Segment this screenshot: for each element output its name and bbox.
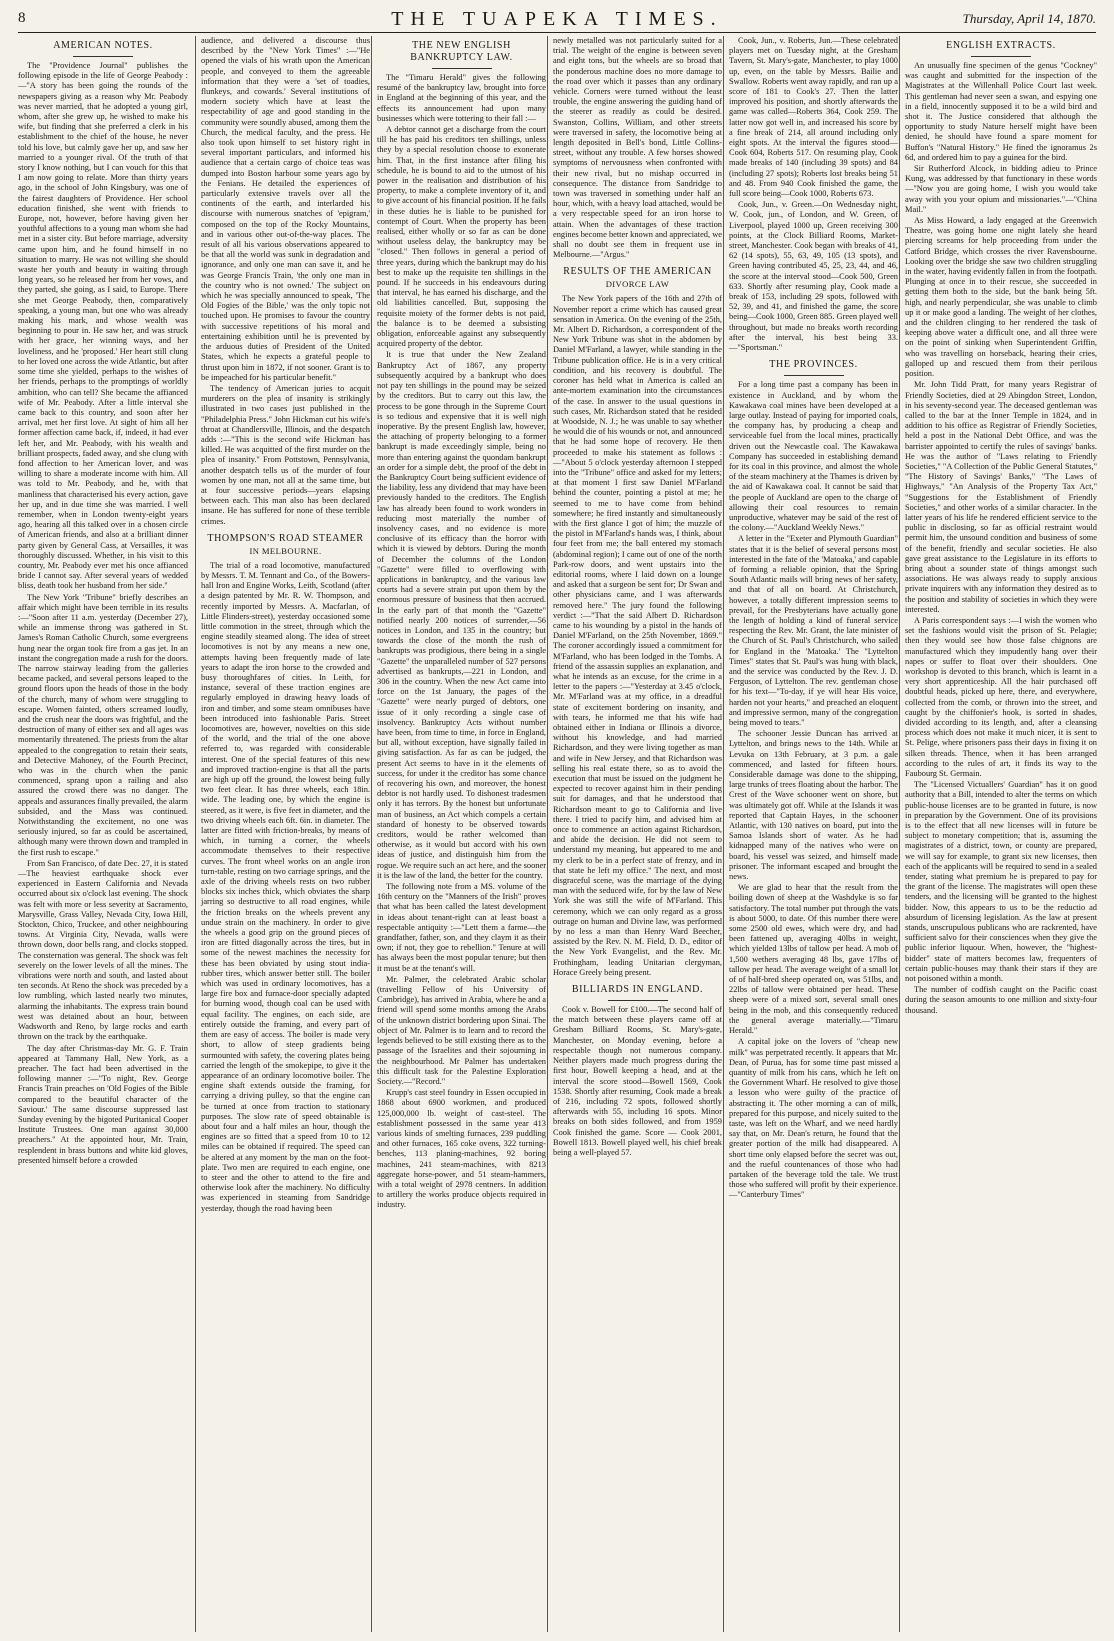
paragraph: The New York papers of the 16th and 27th of November report a crime which has caused great sensation in America. On the evening of the 25th, Mr. Albert D. Richardson, a correspondent of the New York Tribune was shot in the abdomen by Daniel M'Farland, a lawyer, while standing in the Tribune publication office. He is in a very critical condition, and his recovery is doubtful. The coroner has held what in America is called an ante-mortem examination into the circumstances of the case. In answer to the usual questions in such cases, Mr. Richardson stated that he resided at Woodside, N. J.; he was unable to say whether he would die of his wounds or not, and announced that he had some hope of recovery. He then proceeded to make his statement as follows :—"About 5 o'clock yesterday afternoon I stepped into the "Tribune" office and asked for my letters; at that moment I first saw Daniel M'Farland behind the counter, pointing a pistol at me; he seemed to me to have come from behind somewhere; he fired instantly and simultaneously with the first glance I got of him; the muzzle of the pistol in M'Farland's hands was, I think, about four feet from me; the ball entered my stomach (abdominal region); I came out of one of the north Park-row doors, and went upstairs into the editorial rooms, where I laid down on a lounge and asked that a surgeon be sent for; Dr Swan and other physicians came, and I was afterwards removed here." The jury found the following verdict :—"That the said Albert D. Richardson came to his wounding by a pistol in the hands of Daniel M'Farland, on the 25th November, 1869." The coroner accordingly issued a commitment for M'Farland, who has been lodged in the Tombs. A friend of the assassin supplies an explanation, and what he intends as an excuse, for the crime in a letter to the papers :—"Yesterday at 3.45 o'clock, Mr. M'Farland was at my office, in a dreadful state of excitement bordering on insanity, and with tears, he informed me that his wife had obtained either in Indiana or Illinois a divorce, without his knowledge, and had married Richardson, and they were living together as man and wife in New Jersey, and that Richardson was selling his real estate there, so as to avoid the execution that must be issued on the judgment he expected to recover against him in their pending suit for damages, and that he understood that Richardson meant to go to California and live there. I tried to pacify him, and advised him at once to commence an action against Richardson, and abide the decision. He did not seem to understand my meaning, but appeared to me and my clerk to be in a perfect state of frenzy, and in that state he left my office." The next, and most disgraceful scene, was the marriage of the dying man with the seduced wife, for by the law of New York she was still the wife of M'Farland. This ceremony, which we can only regard as a gross outrage on human and Divine law, was performed by no less a man than Henry Ward Beecher, assisted by the Rev. N. M. Field, D. D., editor of the New York Evangelist, and the Rev. Mr. Frothingham, leading Unitarian clergyman, Horace Greely being present. [553, 294, 722, 977]
paragraph: The New York "Tribune" briefly describes an affair which might have been terrible in its results :—"Soon after 11 a.m. yesterday (December 27), while an immense throng was gathered in St. James's Roman Catholic Church, some evergreens hung near the organ took fire from a gas jet. In an instant the congregation made a rush for the doors. The narrow stairway leading from the galleries became packed, and several persons leaped to the ground floors upon the heads of those in the body of the church, many of whom were struggling to escape. Women fainted, others screamed loudly, and the crush near the doors was frightful, and the destruction of many of either sex and all ages was momentarily threatened. The priests from the altar appealed to the congregation to retain their seats, and Detective Mahoney, of the Fourth Precinct, who was in the church when the panic commenced, sprang upon a railing and also assured the crowd there was no danger. The appeals and assurances finally prevailed, the alarm subsided, and the Mass was continued. Notwithstanding the excitement, no one was seriously injured, so far as could be ascertained, although many were thrown down and trampled in the first rush to escape." [18, 592, 188, 857]
paragraph: A Paris correspondent says :—I wish the women who set the fashions would visit the prison of St. Pelagie; then they would see how those false chignons are manufactured which they impudently hang over their napes or suffer to float over their shoulders. One workshop is devoted to this branch, which is learnt in a very short apprenticeship. All the hair purchased off doubtful heads, picked up here, there, and everywhere, collected from the comb, or thrown into the street, and caught by the chiffonier's hook, is sorted in shades, divided according to its length, and, after a cleansing process which does not make it much nicer, it is sent to St. Pelige, where prisoners pass their days in fixing it on silken threads. Thence, when it has been arranged according to the rules of art, it finds its way to the Faubourg St. Germain. [905, 615, 1097, 779]
title-rule [784, 375, 844, 376]
paragraph: Cook, Jun., v. Green.—On Wednesday night, W. Cook, jun., of London, and W. Green, of Liverpool, played 1000 up, Green receiving 300 points, at the Clock Billiard Rooms, Market-street, Manchester. Cook began with breaks of 41, 62 (14 spots), 55, 63, 49, 105 (13 spots), and Green having contributed 45, 25, 23, 44, and 46, the score at the interval stood—Cook 500, Green 633. Shortly after resuming play, Cook made a break of 153, including 29 spots, followed with 52, 39, and 41, and finished the game, the score being—Cook 1000, Green 885. Green played well throughout, but made no breaks worth recording after the interval, his best being 33.—"Sportsman." [729, 200, 898, 353]
column-1 [18, 36, 188, 1632]
paragraph: The "Licensed Victuallers' Guardian" has it on good authority that a Bill, intended to alter the terms on which public-house licenses are to be granted in future, is now in preparation by the Government. One of its provisions is to the effect that all new licenses will in future be subject to monetary competition; that is, assuming the magistrates of a district, town, or county are prepared, we will say for example, to grant six new licenses, then each of the applicants will be required to send in a sealed tender, stating what premium he is prepared to pay for the grant of the license. The magistrates will open these tenders, and the licensing will be granted to the highest bidder. Now, this appears to us to be the reductio ad absurdum of licensing legislation. As the law at present stands, unscrupulous publicans who are rackrented, have sufficient salvo for their consciences when they give the public inferior liquour. When, however, the "highest-bidder" state of matters becomes law, frequenters of certain public-houses may thank their stars if they are not poisoned within a month. [905, 780, 1097, 984]
title-rule [432, 68, 492, 69]
article-title: THE PROVINCES. [769, 359, 858, 371]
paragraph: The trial of a road locomotive, manufactured by Messrs. T. M. Tennant and Co., of the Bowers-hall Iron and Engine Works, Leith, Scotland (after a design patented by Mr. R. W. Thompson, and recently imported by Messrs. A. Macfarlan, of Little Flinders-street), yesterday occasioned some little commotion in the street, through which the engine steadily steamed along. The idea of street locomotives is not by any means a new one, attempts having been frequently made of late years to adapt the iron horse to the crowded and busy thoroughfares of cities. In Leith, for instance, several of these traction engines are regularly employed in drawing heavy loads of iron and timber, and some steam omnibuses have been introduced into fashionable Paris. Street locomotives are, however, novelties on this side of the world, and the trial of the one above referred to, was regarded with considerable interest. One of the special features of this new and improved traction-engine is that all the parts are high up off the ground, the lowest being fully two feet clear. It has three wheels, each 18in. wide. The leading one, by which the engine is steered, as it were, is five feet in diameter, and the two driving wheels each 6ft. 6in. in diameter. The latter are fitted with friction-breaks, by means of which, in turning a corner, the wheels accommodate themselves to their respective curves. The front wheel works on an angle iron turn-table, resting on two carriage springs, and the axle of the driving wheels rests on two rubber blocks six inches thick, which obviates the sharp jarring so destructive to all road engines, while the friction breaks on the wheels prevent any undue strain on the machinery. In order to give the wheels a good grip on the ground pieces of iron are fitted diagonally across the tires, but in some of the newest machines the necessity for these has been obviated by using stout india-rubber tires, which answer better still. The boiler which was used in ordinary locomotives, has a large fire box and furnace-door specially adapted for burning wood, though coal can be used with equal facility. The engines, on each side, are entirely outside the framing, and every part of them are easy of access. The boiler is made very short, to allow of steep gradients being surmounted with safety, the covering plates being carried the length of the smokepipe, to give it the appearance of an ordinary locomotive boiler. The engine shaft extends outside the framing, for carrying a driving pulley, so that the engine can be turned at once from traction to stationary purposes. The slow rate of speed obtainable is about four and a half miles an hour, though the engines are so fitted that a speed from 10 to 12 miles can be obtained if required. The speed can be altered at any moment by the man on the foot-plate. Two men are required to each engine, one to steer and the other to attend to the fire and otherwise look after the machinery. No difficulty was experienced in steaming from Sandridge yesterday, though the road having been [201, 560, 370, 1213]
page-number: 8 [18, 10, 26, 26]
paragraph: A capital joke on the lovers of "cheap new milk" was perpetrated recently. It appears that Mr. Dean, of Purua, has for some time past missed a quantity of milk from his cans, which he left on the Government Wharf. He resolved to give those a lesson who were guilty of the practice of abstracting it. The other morning a can of milk, prepared for this purpose, and nicely suited to the taste, was left on the Wharf, and we need hardly say that, on Mr. Dean's return, he found that the greater portion of the milk had disappeared. A short time only elapsed before the secret was out, and the rueful countenances of those who had partaken of the beverage told the tale. We trust those who suffered will profit by their experience.—"Canterbury Times" [729, 1037, 898, 1200]
paragraph: Krupp's cast steel foundry in Essen occupied in 1868 about 6900 workmen, and produced 125,000,000 lb. weight of cast-steel. The establishment possessed in the same year 413 various kinds of smelting furnaces, 239 puddling and other furnaces, 165 coke ovens, 322 turning-benches, 113 planing-machines, 92 boring machines, 241 steam-machines, with 8213 aggregate horse-power, and 51 steam-hammers, with a total weight of 2978 centners. In addition to artillery the works produce objects required in industry. [377, 1088, 546, 1210]
column-2 [195, 36, 370, 1632]
issue-date: Thursday, April 14, 1870. [962, 11, 1096, 26]
article-title: RESULTS OF THE AMERICAN [563, 266, 712, 278]
paragraph: The day after Christmas-day Mr. G. F. Train appeared at Tammany Hall, New York, as a preacher. The fact had been advertised in the following manner :—"To night, Rev. George Francis Train preaches on 'Old Fogies of the Bible compared to the beautiful character of the Saviour.' The same discourse suppressed last Sunday evening by the bigoted Puritanical Cooper Institute Trustees. One man against 30,000 preachers." At the appointed hour, Mr. Train, resplendent in brass buttons and white kid gloves, presented himself before a crowded [18, 1043, 188, 1165]
article-title: BILLIARDS IN ENGLAND. [571, 984, 704, 996]
paragraph: A debtor cannot get a discharge from the court till he has paid his creditors ten shillings, unless they by a special resolution choose to exonerate him. That, in the first instance after filing his schedule, he is bound to aid to the utmost of his power in the realisation and distribution of his property, to make a complete inventory of it, and to give account of his financial position. If he fails in these duties he is liable to be punished for contempt of Court. When the property has been realised, either wholly or so far as can be done without useless delay, the bankruptcy may be "closed." Then follows in general a period of three years, during which the bankrupt may do his best to make up the requisite ten shillings in the pound. If he succeeds in his endeavours during that interval, he has earned his discharge, and the old liabilities cancelled. But, supposing the requisite moiety of the former debts is not paid, the balance is to be deemed a subsisting obligation, enforceable against any subsequently acquired property of the debtor. [377, 125, 546, 349]
paragraph: Cook v. Bowell for £100.—The second half of the match between these players came off at Gresham Billiard Rooms, St. Mary's-gate, Manchester, on Monday evening, before a respectable though not numerous company. Neither players made much progress during the first hour, Bowell keeping a head, and at the interval the score stood—Bowell 1569, Cook 1538. Shortly after resuming, Cook made a break of 216, including 72 spots, followed shortly afterwards with 55, including 16 spots. Minor breaks on both sides followed, and from 1959 Cook finished the game. Score — Cook 2001, Bowell 1813. Bowell played well, his chief break being a well-played 57. [553, 1005, 722, 1157]
paragraph: As Miss Howard, a lady engaged at the Greenwich Theatre, was going home one night lately she heard piercing screams for help proceeding from under the Catford Bridge, which crosses the river Ravensbourne. Looking over the bridge she saw two children struggling in the water, having evidently fallen in from the footpath. Plunging at once in to their rescue, she succeeded in getting them both to the side, but the bank being 5ft. high, and nearly perpendicular, she was unable to climb up it or make good a landing. The weight of her clothes, and the children clinging to her rendered the task of keeping above water a difficult one, and all three were on the point of sinking when Superintendent Griffin, who was travelling on horseback, hearing their cries, galloped up and rescued them from their perilous position. [905, 216, 1097, 379]
article-subtitle: DIVORCE LAW [605, 279, 670, 290]
article-title: THOMPSON'S ROAD STEAMER [207, 532, 364, 544]
article-title: THE NEW ENGLISH BANKRUPTCY LAW. [410, 40, 513, 63]
newspaper-title: THE TUAPEKA TIMES. [391, 8, 723, 30]
column-3 [371, 36, 546, 1632]
title-rule [608, 1000, 668, 1001]
column-5 [723, 36, 898, 1632]
paragraph: It is true that under the New Zealand Bankruptcy Act of 1867, any property subsequently acquired by a bankrupt who does not pay ten shillings in the pound may be seized by the creditors. But to carry out this law, the process to be gone through in the Supreme Court is so tedious and expensive that it is well nigh inoperative. By the present English law, however, the attaching of property belonging to a former bankrupt is made exceedingly simple, being no more than entering against the quondam bankrupt an order for a simple debt, the proof of the debt in the Bankruptcy Court being sufficient evidence of the liability, less any dividend that may have been previously handed to the creditors. The English law has already been found to work wonders in reducing most materially the number of insolvency cases, and no evidence is more conclusive of its efficacy than the horror with which it is viewed by debtors. During the month of December the columns of the London "Gazette" were filled to overflowing with applications in bankruptcy, and the various law courts had a severe strain put upon them by the enormous pressure of business that then accrued. In the early part of that month the "Gazette" notified nearly 200 notices of surrender,—56 notices in London, and 135 in the country; but towards the close of the month the rush of bankrupts was prodigious, there being in a single "Gazette" the unparalleled number of 527 persons advertised as bankrupts,—221 in London, and 306 in the country. When the new Act came into force on the 1st January, the pages of the "Gazette" were nearly purged of debtors, one issue of it only recording a single case of insolvency. Bankruptcy Acts without number have been, from time to time, in force in England, but all, without exception, have signally failed in giving satisfaction. As far as can be judged, the present Act seems to have in it the elements of success, for under it the creditor has some chance of recovering his own, and moreover, the honest debtor is not hardly used. To dishonest tradesmen only it has terrors. By the honest but unfortunate man of business, an Act which compels a certain standard of honesty to be observed towards creditors, would be rather welcomed than otherwise, as it would but accord with his own ideas of justice, and distinguish him from the rogue. We require such an act here, and the sooner it is the law of the land, the better for the country. [377, 350, 546, 880]
paragraph: Cook, Jun., v. Roberts, Jun.—These celebrated players met on Tuesday night, at the Gresham Tavern, St. Mary's-gate, Manchester, to play 1000 up, even, on the table by Messrs. Bailie and Swallow. Roberts went away rapidly, and ran up a score of 181 to Cook's 27. Then the latter improved his position, and shortly afterwards the game was called—Roberts 364, Cook 259. The latter now got well in, and increased his score by a fine break of 214, all around including only eight spots. At the interval the figures stood—Cook 604, Roberts 517. On resuming play, Cook made breaks of 140 (including 39 spots) and 84 (including 27 spots); Roberts lost breaks being 51 and 48. From 940 Cook finished the game, the full score being—Cook 1000, Roberts 673. [729, 36, 898, 199]
column-6 [899, 36, 1097, 1632]
paragraph: The "Providence Journal" publishes the following episode in the life of George Peabody :—"A story has been going the rounds of the newspapers giving as a reason why Mr. Peabody was never married, that he adopted a young girl, whom, after she grew up, he wished to make his wife, but finding that she preferred a clerk in his establishment to the chief of the house, he never told his love, but calmly gave her up, and saw her married to a younger rival. Of the truth of that story I know nothing, but I can vouch for this that I am now going to relate. More than thirty years ago, in the school of John Kingsbury, was one of the fairest daughters of Providence. Her school education finished, she went with friends to Europe, not, however, before having given her youthful affections to a young man whom she had met in a sister city. But before marriage, adversity came upon him, and he found himself in no situation to marry. He was not willing she should waste her youth and beauty in waiting through long years, so he released her from her vows, and they parted, she going, as I said, to Europe. There she met George Peabody, then, comparatively speaking, a young man, but one who was already making his mark, and whose wealth was beginning to pour in. He saw her, and was struck with her grace, her winning ways, and her loveliness, and he 'proposed.' Her heart still clung to her loved one across the wide Atlantic, but after some time she yielded, perhaps to the wishes of her friends, perhaps to the promptings of worldly ambition, who can tell? She became the affianced wife of Mr. Peabody. After a little interval she came back to this country, and soon after her arrival, met her first love. At sight of him all her former affection came back, if, indeed, it had ever left her, and Mr. Peabody, with his wealth and brilliant prospects, faded away, and she clung with fond affection to her American lover, and was willing to share a moderate income with him. All was told to Mr. Peabody, and he, with that manliness that characterised his every action, gave her up, and in due time she was married. I well remember, when in London twenty-eight years ago, hearing all this talked over in a chosen circle of American friends, and also at a brilliant dinner party given by General Cass, at Versailles, it was thoroughly discussed. Whether, in his visit to this country, Mr. Peabody ever met his once affianced bride I cannot say. After several years of wedded bliss, death took her husband from her side." [18, 61, 188, 591]
paragraph: The number of codfish caught on the Pacific coast during the season amounts to one million and sixty-four thousand. [905, 985, 1097, 1015]
paragraph: audience, and delivered a discourse thus described by the "New York Times" :—"He opened the vials of his wrath upon the American people, and conveyed to them the agreeable information that they were a 'set of toadies, flunkeys, and cowards.' Several institutions of modern society which have at least the respectability of age and good standing in the community were soundly abused, among them the Church, the medical faculty, and the press. He also took upon himself to set history right in several important particulars, and informed his audience that a certain cargo of choice teas was dumped into Boston harbour some years ago by the Fenians. He detailed the experiences of particularly extensive travels over all the continents of the earth, and interlarded his discourse with numerous snatches of 'epigram,' composed on the top of the Rocky Mountains, and in various other out-of-the-way places. The result of all his various observations appeared to be that all the world was sunk in degradation and ignorance, and only one man can save it, and he was George Francis Train, 'the only one man in the country who is not owned.' The subject on which he was specially announced to speak, 'The Old Fogies of the Bible,' was the only topic not touched upon. He promises to favour the country with successive repetitions of his moral and entertaining exhibition until he is prevented by the arduous duties of President of the United States, which he expects a grateful people to thrust upon him in 1872, if not sooner. Grant is to be impeached for his particular benefit." [201, 36, 370, 382]
paragraph: The "Timaru Herald" gives the following resumé of the bankruptcy law, brought into force in England at the beginning of this year, and the effects its announcement had upon many businesses which were tottering to their fall :— [377, 73, 546, 123]
article-title: ENGLISH EXTRACTS. [946, 40, 1056, 51]
paragraph: For a long time past a company has been in existence in Auckland, and by whom the Kawakawa coal mines have been developed at a large outlay. Instead of paying for imported coals, the company has, by producing a cheap and serviceable fuel from the local mines, practically driven out the Newcastle coal. The Kawakawa Company has succeeded in establishing demand for its coal in this province, and almost the whole of the steam machinery at the Thames is driven by the aid of Kawakawa coal. It cannot be said that the people of Auckland are open to the charge of allowing their coal resources to remain unproductive, whatever may be said of the rest of the colony.—"Auckland Weekly News." [729, 380, 898, 533]
paragraph: Mr. Palmer, the celebrated Arabic scholar (travelling Fellow of his University of Cambridge), has arrived in Arabia, where he and a friend will spend some months among the Arabs of the unknown district bordering upon Sinai. The object of Mr. Palmer is to learn and to record the legends believed to be still existing there as to the passage of the Israelites and their sojourning in the neighbourhood. Mr Palmer has undertaken this difficult task for the Palestine Exploration Society.—"Record." [377, 974, 546, 1086]
paragraph: Mr. John Tidd Pratt, for many years Registrar of Friendly Societies, died at 29 Abingdon Street, London, in his seventy-second year. The deceased gentleman was called to the bar at the Inner Temple in 1824, and in addition to his office as Registrar of Friendly Societies, held a post in the National Debt Office, and was the barrister appointed to certify the rules of savings' banks. He was the author of "Laws relating to Friendly Societies," "A Collection of the Public General Statutes," "The History of Savings' Banks," "The Laws of Highways," "An Analysis of the Property Tax Act," "Suggestions for the Establishment of Friendly Societies," and other works of a similar character. In the latter years of his life he rendered efficient service to the public in disclosing, so far as official restraint would permit him, the unsound condition and business of some of the benefit, friendly and secular societies. He also gave great assistance to the Legislature in its efforts to bring about a sounder state of things amongst such associations. He was always ready to supply anxious private inquirers with any information they desired as to the position and stability of societies in which they were interested. [905, 380, 1097, 614]
masthead [18, 8, 1096, 33]
paragraph: We are glad to hear that the result from the boiling down of sheep at the Washdyke is so far satisfactory. The total number put through the vats is about 5000, to date. Of this number there were some 2500 old ewes, which were dry, and had been fattened up, averaging 40lbs in weight, which yielded 13lbs of tallow per head. A mob of 1,500 wethers averaging 48 lbs, gave 17lbs of tallow per head. The average weight of a small lot of of half-bred sheep operated on, was 51lbs, and 22lbs of tallow were obtained per head. These sheep were of a mixed sort, several small ones being in the mob, and this consequently reduced the general average materially.—"Timaru Herald." [729, 883, 898, 1036]
columns [18, 36, 1098, 1632]
title-rule [73, 56, 133, 57]
article-subtitle: IN MELBOURNE. [249, 545, 322, 556]
paragraph: An unusually fine specimen of the genus "Cockney" was caught and submitted for the inspection of the Magistrates at the Willenhall Police Court last week. This gentleman had never seen a swan, and espying one in a field, innocently supposed it to be a wild bird and shot it. The Justice considered that although the opportunity to study Nature herself might have been denied, he should have found a spare moment for Buffon's "Natural History." He fined the ignoramus 2s 6d, and ordered him to pay a guinea for the bird. [905, 61, 1097, 162]
paragraph: newly metalled was not particularly suited for a trial. The weight of the engine is between seven and eight tons, but the wheels are so broad that the ponderous machine does no more damage to the road over which it passes than any ordinary vehicle. Corners were turned without the least trouble, the engine answering the guiding hand of the steerer as readily as could be desired. Swanston, Collins, William, and other streets were traversed in safety, the locomotive being at length deposited in Bell's bond, Little Collins-street, without any trouble. A few horses showed symptoms of nervousness when confronted with their new rival, but no mishap occurred in consequence. The distance from Sandridge to town was traversed in something under half an hour, which, with a heavy load attached, would be a very respectable speed for an iron horse to attain. When the advantages of these traction engines become better known and appreciated, we shall no doubt see them in frequent use in Melbourne.—"Argus." [553, 36, 722, 260]
column-4 [547, 36, 722, 1632]
article-title: AMERICAN NOTES. [53, 40, 153, 51]
paragraph: The tendency of American juries to acquit murderers on the plea of insanity is strikingly illustrated in two cases just published in the "Philadelphia Press." John Hickman cut his wife's throat at Chandlersville, Illinois, and the despatch adds :—"This is the second wife Hickman has killed. He was acquitted of the first murder on the plea of insanity." From Pottstown, Pennsylvania, another despatch tells us of the murder of four women by one man, not all at the same time, but at four successive periods—years elapsing between each. This man also has been declared insane. He has suffered for none of these terrible crimes. [201, 383, 370, 526]
paragraph: A letter in the "Exeter and Plymouth Guardian" states that it is the belief of several persons most interested in the fate of the 'Matoaka,' and capable of forming a reliable opinion, that the Spring South Atlantic mails will bring news of her safety, and that of all on board. At Christchurch, however, a totally different impression seems to prevail, for the Presbyterians have actually gone the length of holding a kind of funeral service respecting the Rev. Mr. Grant, the late minister of the Church of St. Paul's Christchurch, who sailed for England in the 'Matoaka.' The "Lyttelton Times" states that St. Paul's was hung with black, and the service was conducted by the Rev. J. D. Ferguson, of Lyttelton. The rev. gentleman chose for his text—"To-day, if ye will hear His voice, harden not your hearts," and preached an eloquent and impressive sermon, many of the congregation being moved to tears." [729, 534, 898, 727]
paragraph: From San Francisco, of date Dec. 27, it is stated—The heaviest earthquake shock ever experienced in Eastern California and Nevada occurred about six o'clock last evening. The shock was felt with more or less severity at Sacramento, Marysville, Grass Valley, Nevada City, Iowa Hill, Stockton, Chico, Truckee, and other neighbouring towns. At Virginia City, Nevada, walls were thrown down, door bells rang, and clocks stopped. The consternation was general. The shock was felt severely on the lower levels of all the mines. The vibrations were north and south, and lasted about ten seconds. At Reno the shock was preceded by a low rumbling, which lasted nearly two minutes, alarming the inhabitants. The express train bound west was detained about an hour, between Wadsworth and Reno, by large rocks and earth thrown on the track by the earthquake. [18, 858, 188, 1042]
paragraph: Sir Rutherford Alcock, in bidding adieu to Prince Kung, was addressed by that functionary in these words—"Now you are going home, I wish you would take away with you your opium and missionaries."—"China Mail." [905, 164, 1097, 214]
title-rule [971, 56, 1031, 57]
paragraph: The schooner Jessie Duncan has arrived at Lyttelton, and brings news to the 14th. While at Levuka on 13th February, at 3 p.m. a gale commenced, and lasted for fifteen hours. Considerable damage was done to the shipping, large trunks of trees floating about the harbor. The Crest of the Wave schooner went on shore, but was ultimately got off. While at the Islands it was reported that Captain Hayes, in the schooner Atlantic, with 130 natives on board, put into the Samoa Islands short of water. As he had kidnapped many of the natives who were on board, his vessel was seized, and himself made prisoner. The informant escaped and brought the news. [729, 729, 898, 882]
paragraph: The following note from a MS. volume of the 16th century on the "Manners of the Irish" proves that what has been called the latest development in ideas about tenant-right can at least boast a respectable antiquity :—"Lett them a farme—the grandfather, father, son, and they claym it as their own; if not, they goe to rebellion." Tenure at will has always been the most popular tenure; but then it must be at the tenant's will. [377, 882, 546, 973]
